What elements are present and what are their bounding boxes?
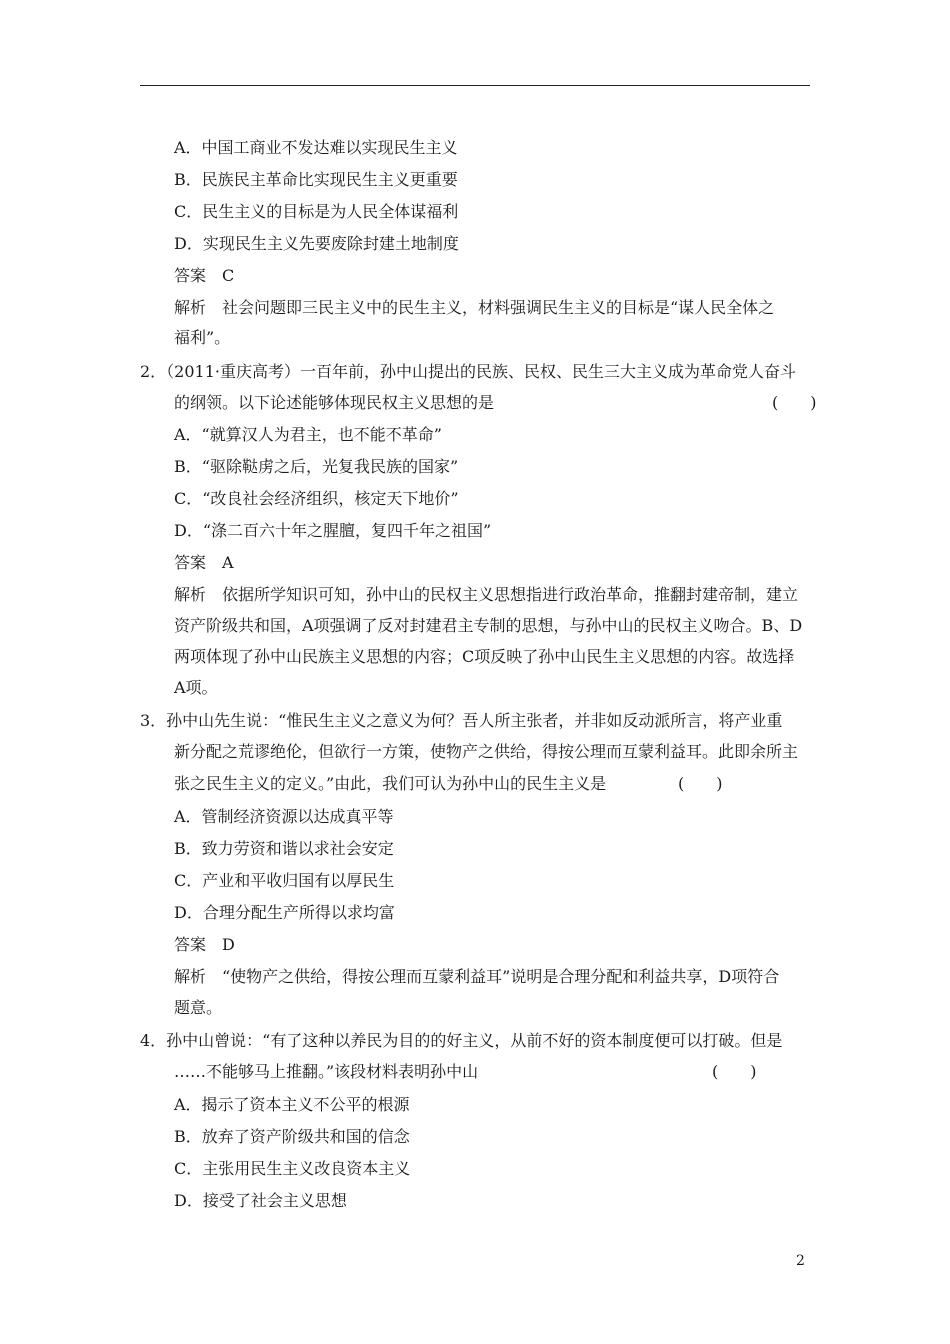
q3-option-a: A．管制经济资源以达成真平等 [174, 807, 394, 826]
q4-option-b: B．放弃了资产阶级共和国的信念 [174, 1127, 410, 1146]
q2-analysis-line-2: 资产阶级共和国，A项强调了反对封建君主专制的思想，与孙中山的民权主义吻合。B、D [174, 616, 803, 635]
q1-analysis-line-2: 福利”。 [174, 328, 231, 347]
q2-answer-blank: ( ) [772, 393, 817, 412]
q2-analysis-line-4: A项。 [174, 678, 218, 697]
q4-option-c: C．主张用民生主义改良资本主义 [174, 1159, 411, 1178]
q3-analysis-line-2: 题意。 [174, 998, 223, 1017]
q2-option-c: C．“改良社会经济组织，核定天下地价” [174, 489, 459, 508]
q1-option-d: D．实现民生主义先要废除封建土地制度 [174, 234, 459, 253]
q3-stem-line-3: 张之民生主义的定义。”由此，我们可认为孙中山的民生主义是 [174, 774, 607, 793]
q3-answer: 答案 D [174, 935, 235, 954]
q3-option-d: D．合理分配生产所得以求均富 [174, 903, 395, 922]
q1-answer: 答案 C [174, 266, 235, 285]
page-number: 2 [796, 1253, 805, 1269]
q4-stem-line-2: ……不能够马上推翻。”该段材料表明孙中山 [174, 1062, 479, 1081]
q4-stem-line-1: 4．孙中山曾说：“有了这种以养民为目的的好主义，从前不好的资本制度便可以打破。但是 [140, 1031, 783, 1050]
q1-analysis-line-1: 解析 社会问题即三民主义中的民生主义，材料强调民生主义的目标是“谋人民全体之 [174, 298, 775, 317]
q1-option-a: A．中国工商业不发达难以实现民生主义 [174, 138, 458, 157]
q3-analysis-line-1: 解析 “使物产之供给，得按公理而互蒙利益耳”说明是合理分配和利益共享，D项符合 [174, 967, 780, 986]
q4-option-d: D．接受了社会主义思想 [174, 1191, 347, 1210]
q2-option-d: D．“涤二百六十年之腥膻，复四千年之祖国” [174, 521, 492, 540]
q2-analysis-line-3: 两项体现了孙中山民族主义思想的内容；C项反映了孙中山民生主义思想的内容。故选择 [174, 647, 795, 666]
q3-stem-line-1: 3．孙中山先生说：“惟民生主义之意义为何？吾人所主张者，并非如反动派所言，将产业重 [140, 711, 783, 730]
q3-option-b: B．致力劳资和谐以求社会安定 [174, 839, 394, 858]
header-rule [140, 85, 810, 86]
q2-answer: 答案 A [174, 553, 234, 572]
q2-stem-line-2: 的纲领。以下论述能够体现民权主义思想的是 [174, 393, 495, 412]
q3-stem-line-2: 新分配之荒谬绝伦，但欲行一方策，使物产之供给，得按公理而互蒙利益耳。此即余所主 [174, 742, 799, 761]
q2-option-a: A．“就算汉人为君主，也不能不革命” [174, 425, 442, 444]
q4-answer-blank: ( ) [712, 1062, 757, 1081]
q2-stem-line-1: 2．（2011·重庆高考）一百年前，孙中山提出的民族、民权、民生三大主义成为革命党人奋斗 [140, 362, 796, 381]
q2-option-b: B．“驱除鞑虏之后，光复我民族的国家” [174, 457, 459, 476]
q3-option-c: C．产业和平收归国有以厚民生 [174, 871, 395, 890]
q4-option-a: A．揭示了资本主义不公平的根源 [174, 1095, 410, 1114]
q1-option-b: B．民族民主革命比实现民生主义更重要 [174, 170, 458, 189]
q2-analysis-line-1: 解析 依据所学知识可知，孙中山的民权主义思想指进行政治革命，推翻封建帝制，建立 [174, 585, 799, 604]
q1-option-c: C．民生主义的目标是为人民全体谋福利 [174, 202, 459, 221]
q3-answer-blank: ( ) [678, 774, 723, 793]
